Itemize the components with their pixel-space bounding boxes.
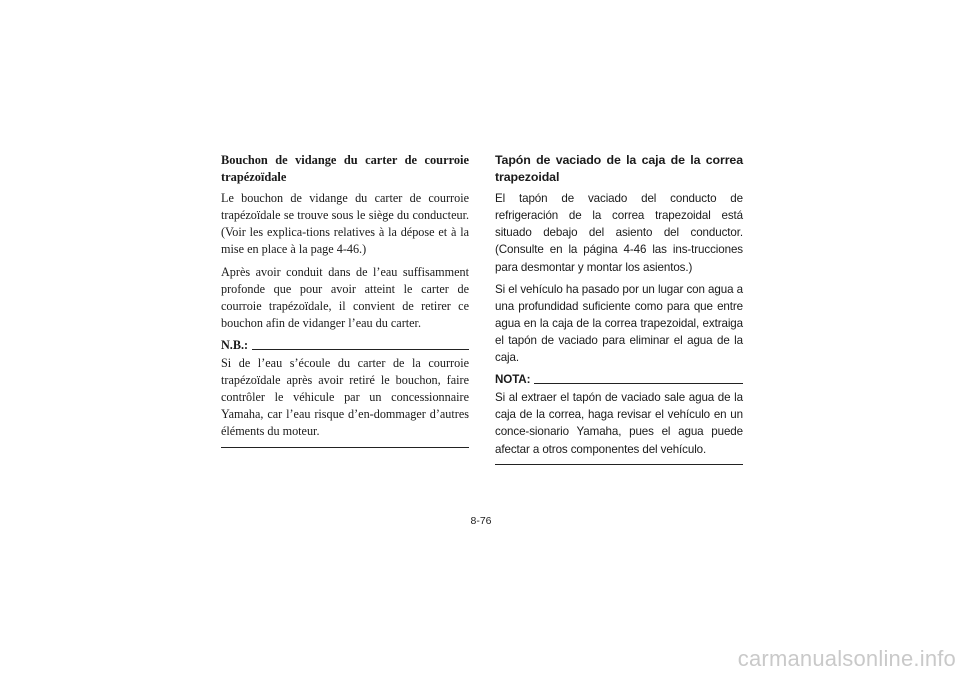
french-note-rule [252,349,469,350]
watermark-text: carmanualsonline.info [737,646,956,671]
french-note-header [221,337,469,354]
spanish-heading: Tapón de vaciado de la caja de la correa trapezoidal [495,153,743,185]
spanish-note-end-rule [495,464,743,465]
french-paragraph-1: Le bouchon de vidange du carter de courroie trapézoïdale se trouve sous le siège du conducteur. (Voir les explica-tions relatives à la dépose et à la mise en place à la page 4-46.) [221,191,469,257]
page-number: 8-76 [470,515,492,527]
spanish-note-header [495,371,743,388]
spanish-note-rule [534,383,743,384]
spanish-column [495,152,743,465]
spanish-note-text: Si al extraer el tapón de vaciado sale agua de la caja de la correa, haga revisar el vehículo en un conce-sionario Yamaha, pues el agua puede afectar a otros componentes del vehículo. [495,391,743,456]
spanish-paragraph-2: Si el vehículo ha pasado por un lugar con agua a una profundidad suficiente como para que entre agua en la caja de la correa trapezoidal, extraiga el tapón de vaciado para eliminar el agua de la caja. [495,282,743,365]
french-note-label: N.B.: [221,337,249,352]
french-column [221,152,469,448]
french-heading: Bouchon de vidange du carter de courroie trapézoïdale [221,153,469,185]
french-note-end-rule [221,447,469,448]
spanish-note-label: NOTA: [495,373,531,387]
spanish-paragraph-1: El tapón de vaciado del conducto de refrigeración de la correa trapezoidal está situado debajo del asiento del conductor. (Consulte en la página 4-46 las ins-trucciones para desmontar y montar los asientos.) [495,192,743,274]
french-note-text: Si de l’eau s’écoule du carter de la courroie trapézoïdale après avoir retiré le bouchon, faire contrôler le véhicule par un concessionnaire Yamaha, car l’eau risque d’en-dommager d’autres éléments du moteur. [221,356,469,439]
french-paragraph-2: Après avoir conduit dans de l’eau suffisamment profonde que pour avoir atteint le carter de courroie trapézoïdale, il convient de retirer ce bouchon afin de vidanger l’eau du carter. [221,264,469,330]
